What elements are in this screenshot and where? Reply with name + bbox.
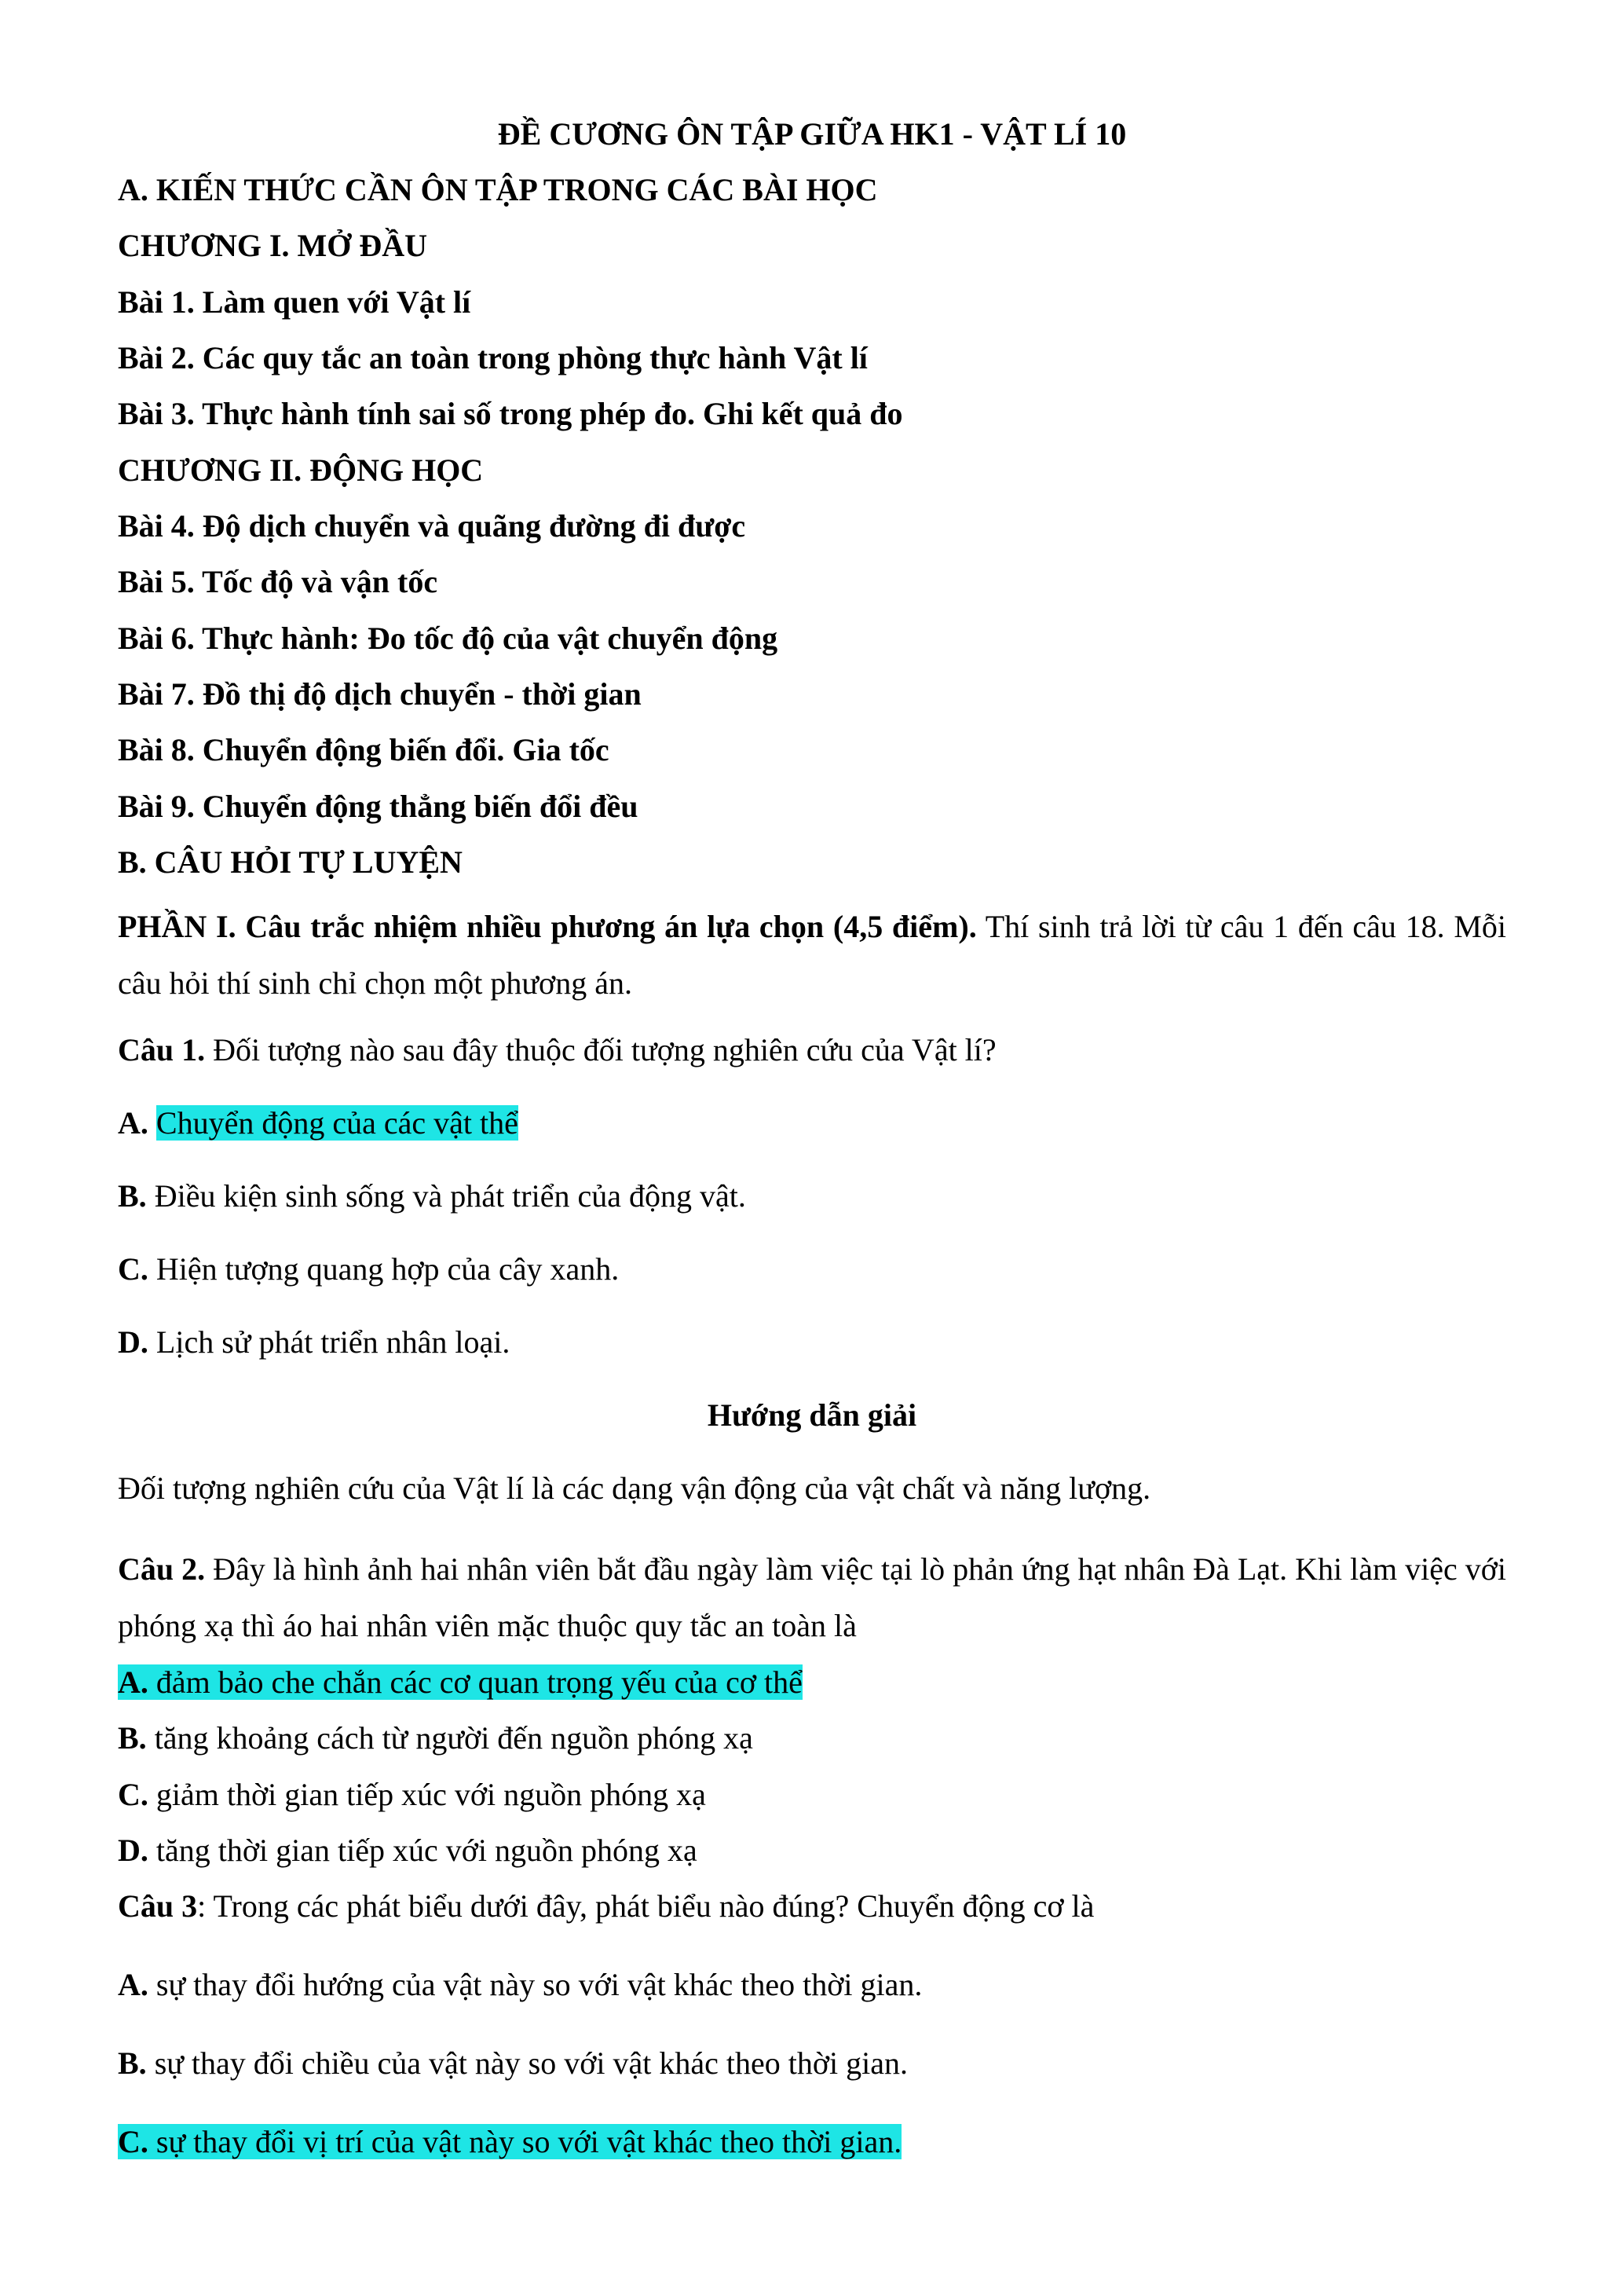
lesson-item: Bài 1. Làm quen với Vật lí bbox=[118, 284, 471, 320]
guide-title: Hướng dẫn giải bbox=[707, 1397, 917, 1433]
lesson-item: Bài 7. Đồ thị độ dịch chuyển - thời gian bbox=[118, 676, 642, 712]
q1-option-c bbox=[118, 1250, 619, 1289]
option-text: sự thay đổi vị trí của vật này so với vật khác theo thời gian. bbox=[148, 2124, 902, 2159]
option-highlighted bbox=[118, 2124, 902, 2159]
question-1 bbox=[118, 1031, 997, 1070]
q2-option-c bbox=[118, 1775, 706, 1814]
question-label: Câu 3 bbox=[118, 1888, 198, 1924]
lesson-item: Bài 8. Chuyển động biến đổi. Gia tốc bbox=[118, 732, 609, 767]
question-text: Đây là hình ảnh hai nhân viên bắt đầu ngày làm việc tại lò phản ứng hạt nhân Đà Lạt. Khi làm việc với phóng xạ thì áo hai nhân viên mặc thuộc quy tắc an toàn là bbox=[118, 1551, 1506, 1643]
option-letter: C. bbox=[118, 1777, 148, 1812]
document-title: ĐỀ CƯƠNG ÔN TẬP GIỮA HK1 - VẬT LÍ 10 bbox=[497, 116, 1127, 152]
option-text: đảm bảo che chắn các cơ quan trọng yếu của cơ thể bbox=[148, 1664, 803, 1700]
question-text: : Trong các phát biểu dưới đây, phát biểu nào đúng? Chuyển động cơ là bbox=[197, 1888, 1095, 1924]
option-letter: B. bbox=[118, 1720, 147, 1756]
option-text: Hiện tượng quang hợp của cây xanh. bbox=[148, 1251, 620, 1287]
option-letter: D. bbox=[118, 1833, 148, 1868]
option-letter: C. bbox=[118, 2124, 148, 2159]
question-text: Đối tượng nào sau đây thuộc đối tượng nghiên cứu của Vật lí? bbox=[205, 1032, 997, 1067]
option-text: Lịch sử phát triển nhân loại. bbox=[148, 1324, 510, 1360]
lesson-item: Bài 3. Thực hành tính sai số trong phép đo. Ghi kết quả đo bbox=[118, 396, 903, 431]
part-1-text: Thí sinh trả lời từ câu 1 đến câu 18. Mỗi câu hỏi thí sinh chỉ chọn một phương án. bbox=[118, 909, 1507, 1001]
option-highlighted bbox=[118, 1664, 803, 1700]
q1-option-b bbox=[118, 1177, 746, 1216]
option-text: Điều kiện sinh sống và phát triển của động vật. bbox=[146, 1178, 746, 1214]
q3-option-b bbox=[118, 2044, 908, 2083]
section-b-heading: B. CÂU HỎI TỰ LUYỆN bbox=[118, 844, 463, 880]
q3-option-a bbox=[118, 1965, 922, 2005]
option-text: tăng thời gian tiếp xúc với nguồn phóng xạ bbox=[148, 1833, 697, 1868]
q2-option-a bbox=[118, 1663, 803, 1702]
option-text-highlighted: Chuyển động của các vật thể bbox=[155, 1105, 518, 1141]
q1-option-d bbox=[118, 1323, 510, 1362]
guide-text: Đối tượng nghiên cứu của Vật lí là các dạng vận động của vật chất và năng lượng. bbox=[118, 1470, 1151, 1506]
option-letter: B. bbox=[118, 2045, 147, 2081]
part-1-instructions bbox=[118, 899, 1506, 1012]
lesson-item: Bài 5. Tốc độ và vận tốc bbox=[118, 564, 438, 599]
option-text: tăng khoảng cách từ người đến nguồn phóng xạ bbox=[146, 1720, 753, 1756]
chapter-2-heading: CHƯƠNG II. ĐỘNG HỌC bbox=[118, 452, 484, 488]
question-label: Câu 1. bbox=[118, 1032, 206, 1067]
q3-option-c bbox=[118, 2122, 902, 2162]
option-text: sự thay đổi chiều của vật này so với vật khác theo thời gian. bbox=[146, 2045, 908, 2081]
lesson-item: Bài 4. Độ dịch chuyển và quãng đường đi được bbox=[118, 508, 746, 544]
lesson-item: Bài 2. Các quy tắc an toàn trong phòng thực hành Vật lí bbox=[118, 340, 868, 375]
chapter-1-heading: CHƯƠNG I. MỞ ĐẦU bbox=[118, 228, 428, 263]
option-letter: A. bbox=[118, 1967, 148, 2002]
question-3 bbox=[118, 1887, 1094, 1926]
question-2 bbox=[118, 1541, 1506, 1654]
option-letter: B. bbox=[118, 1178, 147, 1214]
q2-option-b bbox=[118, 1719, 753, 1758]
option-letter: D. bbox=[118, 1324, 148, 1360]
question-label: Câu 2. bbox=[118, 1551, 206, 1587]
section-a-heading: A. KIẾN THỨC CẦN ÔN TẬP TRONG CÁC BÀI HỌC bbox=[118, 172, 878, 207]
q1-option-a bbox=[118, 1104, 518, 1143]
option-text: giảm thời gian tiếp xúc với nguồn phóng xạ bbox=[148, 1777, 706, 1812]
lesson-item: Bài 6. Thực hành: Đo tốc độ của vật chuyển động bbox=[118, 621, 778, 656]
lesson-item: Bài 9. Chuyển động thẳng biến đổi đều bbox=[118, 789, 638, 824]
option-text: sự thay đổi hướng của vật này so với vật khác theo thời gian. bbox=[148, 1967, 923, 2002]
option-letter: A. bbox=[118, 1105, 148, 1141]
q2-option-d bbox=[118, 1831, 697, 1870]
option-letter: C. bbox=[118, 1251, 148, 1287]
part-1-label: PHẦN I. Câu trắc nhiệm nhiều phương án lựa chọn (4,5 điểm). bbox=[118, 909, 977, 944]
option-letter: A. bbox=[118, 1664, 148, 1700]
